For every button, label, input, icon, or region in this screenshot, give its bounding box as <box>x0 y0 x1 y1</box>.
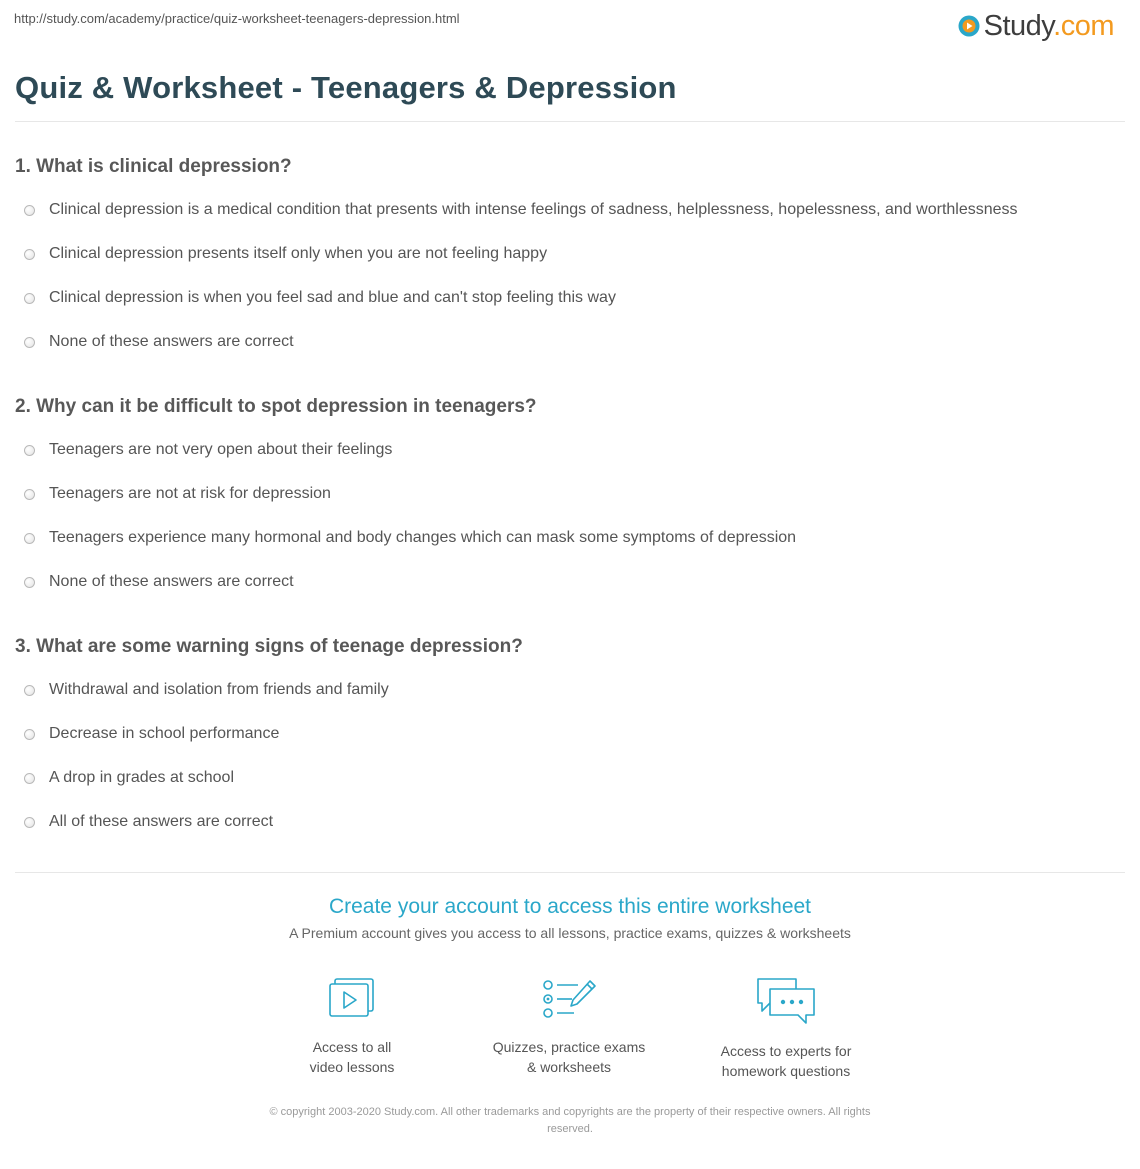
answer-option[interactable] <box>15 712 1125 756</box>
answer-label: All of these answers are correct <box>49 813 274 830</box>
feature-label-line2: homework questions <box>721 1063 851 1079</box>
answer-options <box>15 668 1125 844</box>
feature-label <box>252 1037 452 1077</box>
feature-label-line1: Quizzes, practice exams <box>492 1039 646 1055</box>
radio-button[interactable] <box>24 817 35 828</box>
feature-label <box>469 1037 669 1077</box>
radio-button[interactable] <box>24 293 35 304</box>
answer-label: Clinical depression presents itself only when you are not feeling happy <box>49 245 548 262</box>
feature-label-line2: video lessons <box>309 1059 395 1075</box>
answer-option[interactable] <box>15 232 1125 276</box>
answer-label: Teenagers are not very open about their feelings <box>49 441 393 458</box>
quiz-divider <box>15 872 1125 873</box>
question-1 <box>15 156 1125 364</box>
cta-subtitle: A Premium account gives you access to all lessons, practice exams, quizzes & worksheets <box>289 925 851 941</box>
question-2 <box>15 396 1125 604</box>
play-circle-icon <box>958 15 980 37</box>
answer-label: Withdrawal and isolation from friends and family <box>49 681 389 698</box>
radio-button[interactable] <box>24 773 35 784</box>
feature-video-lessons <box>252 975 452 1077</box>
feature-experts <box>686 975 886 1081</box>
answer-option[interactable] <box>15 472 1125 516</box>
answer-option[interactable] <box>15 188 1125 232</box>
radio-button[interactable] <box>24 533 35 544</box>
logo-text-domain: .com <box>1053 9 1114 42</box>
answer-option[interactable] <box>15 756 1125 800</box>
radio-button[interactable] <box>24 205 35 216</box>
feature-label-line1: Access to experts for <box>720 1043 852 1059</box>
chat-bubbles-icon <box>754 975 818 1027</box>
feature-label-line1: Access to all <box>312 1039 392 1055</box>
answer-label: None of these answers are correct <box>49 333 294 350</box>
answer-option[interactable] <box>15 668 1125 712</box>
feature-label <box>686 1041 886 1081</box>
study-logo[interactable] <box>958 9 1114 43</box>
radio-button[interactable] <box>24 577 35 588</box>
answer-option[interactable] <box>15 516 1125 560</box>
answer-label: Clinical depression is a medical condition that presents with intense feelings of sadness, helplessness, hopelessness, and worthlessness <box>49 201 1018 218</box>
question-3 <box>15 636 1125 844</box>
video-lessons-icon <box>326 975 378 1023</box>
cta-title-link[interactable]: Create your account to access this entire worksheet <box>328 895 812 918</box>
answer-option[interactable] <box>15 276 1125 320</box>
title-divider <box>15 121 1125 122</box>
answer-label: None of these answers are correct <box>49 573 294 590</box>
page-url: http://study.com/academy/practice/quiz-worksheet-teenagers-depression.html <box>14 11 460 26</box>
radio-button[interactable] <box>24 445 35 456</box>
answer-label: A drop in grades at school <box>49 769 235 786</box>
logo-text <box>984 10 1114 43</box>
answer-option[interactable] <box>15 428 1125 472</box>
signup-cta <box>0 895 1140 941</box>
logo-text-main: Study <box>983 9 1054 42</box>
answer-option[interactable] <box>15 800 1125 844</box>
radio-button[interactable] <box>24 729 35 740</box>
answer-label: Teenagers experience many hormonal and body changes which can mask some symptoms of depression <box>49 529 797 546</box>
answer-label: Teenagers are not at risk for depression <box>49 485 331 502</box>
answer-label: Clinical depression is when you feel sad and blue and can't stop feeling this way <box>49 289 616 306</box>
question-title: 1. What is clinical depression? <box>15 156 292 177</box>
copyright-footer <box>210 1104 930 1138</box>
question-title: 3. What are some warning signs of teenage depression? <box>15 636 523 657</box>
radio-button[interactable] <box>24 337 35 348</box>
feature-label-line2: & worksheets <box>526 1059 612 1075</box>
radio-button[interactable] <box>24 685 35 696</box>
answer-label: Decrease in school performance <box>49 725 280 742</box>
answer-option[interactable] <box>15 560 1125 604</box>
answer-options <box>15 428 1125 604</box>
page-title: Quiz & Worksheet - Teenagers & Depression <box>15 70 677 105</box>
radio-button[interactable] <box>24 249 35 260</box>
footer-line1: © copyright 2003-2020 Study.com. All other trademarks and copyrights are the property of their respective owners. All rights <box>269 1106 871 1118</box>
feature-quizzes <box>469 975 669 1077</box>
answer-options <box>15 188 1125 364</box>
question-title: 2. Why can it be difficult to spot depression in teenagers? <box>15 396 537 417</box>
footer-line2: reserved. <box>547 1123 593 1135</box>
answer-option[interactable] <box>15 320 1125 364</box>
radio-button[interactable] <box>24 489 35 500</box>
quiz-checklist-icon <box>540 975 598 1023</box>
